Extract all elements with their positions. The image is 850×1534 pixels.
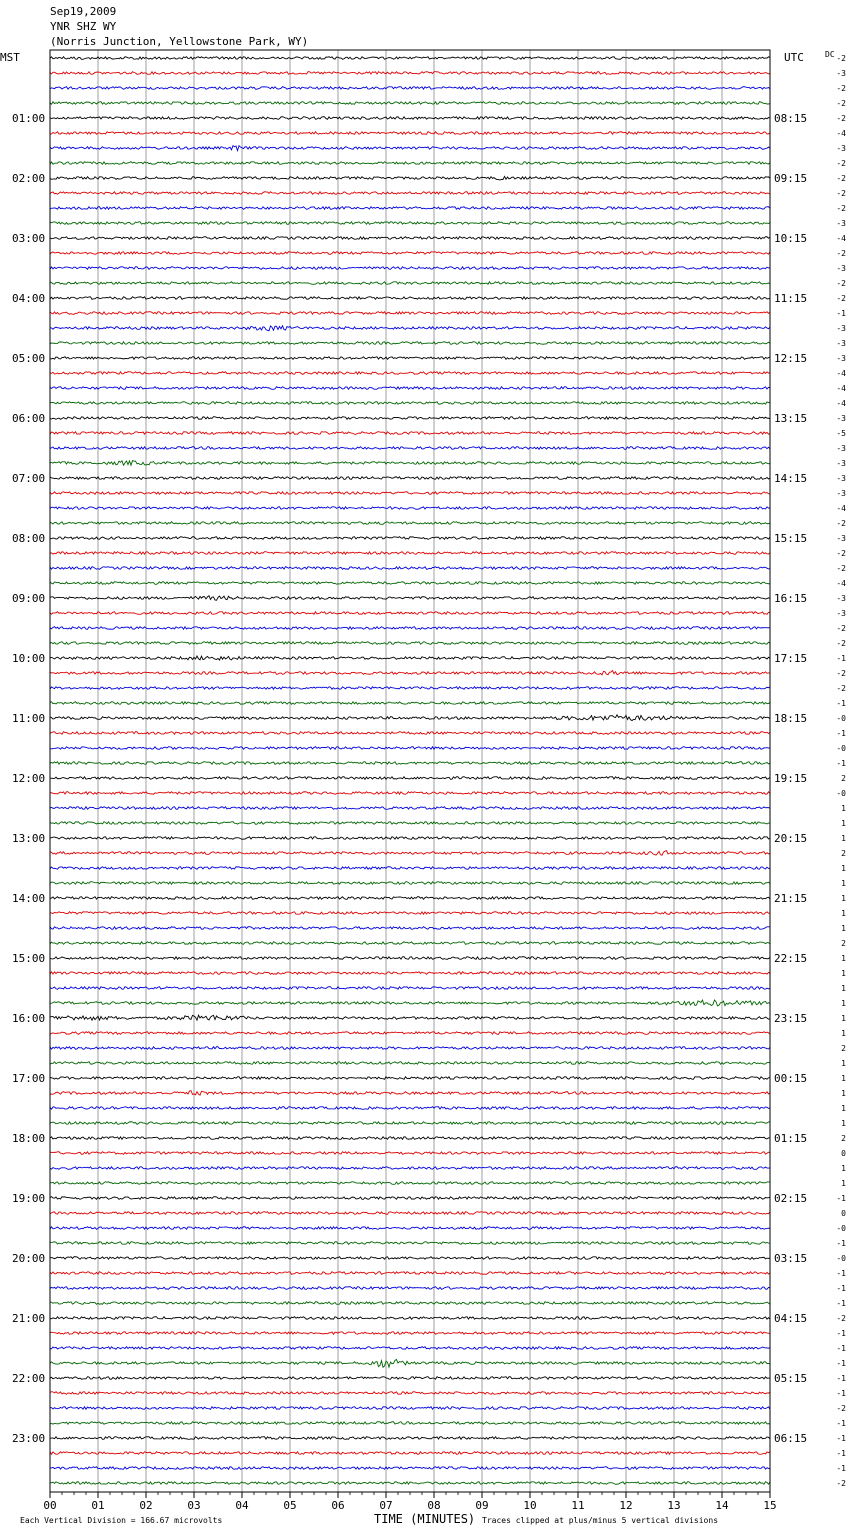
- utc-hour-label: 18:15: [774, 712, 808, 725]
- seismic-trace: [50, 792, 770, 795]
- dc-offset: 0: [841, 1149, 846, 1158]
- dc-offset: -3: [836, 144, 846, 153]
- dc-offset: -2: [836, 114, 846, 123]
- dc-offset: 1: [841, 1179, 846, 1188]
- x-tick-label: 05: [283, 1499, 297, 1512]
- seismic-trace: [50, 822, 770, 825]
- dc-offset: -5: [836, 429, 846, 438]
- station-location: (Norris Junction, Yellowstone Park, WY): [50, 35, 309, 48]
- seismic-trace: [50, 777, 770, 780]
- vertical-division-note: Each Vertical Division = 166.67 microvolts: [20, 1516, 223, 1525]
- utc-hour-label: 21:15: [774, 892, 808, 905]
- seismic-trace: [50, 1242, 770, 1245]
- mst-hour-label: 08:00: [12, 532, 46, 545]
- dc-offset: -3: [836, 339, 846, 348]
- mst-hour-label: 19:00: [12, 1192, 46, 1205]
- seismic-trace: [50, 972, 770, 975]
- dc-offset: -1: [836, 1344, 846, 1353]
- seismic-trace: [50, 1347, 770, 1350]
- dc-offset: 1: [841, 1104, 846, 1113]
- mst-hour-label: 03:00: [12, 232, 46, 245]
- x-tick-label: 13: [667, 1499, 681, 1512]
- dc-offset: 1: [841, 834, 846, 843]
- dc-offset: -3: [836, 609, 846, 618]
- seismic-trace: [50, 72, 770, 75]
- dc-offset: -1: [836, 729, 846, 738]
- seismic-trace: [50, 656, 770, 660]
- seismic-trace: [50, 927, 770, 930]
- dc-offset: -0: [836, 1224, 846, 1233]
- dc-offset: -3: [836, 474, 846, 483]
- utc-hour-label: 03:15: [774, 1252, 808, 1265]
- dc-offset: -0: [836, 744, 846, 753]
- utc-hour-label: 19:15: [774, 772, 808, 785]
- seismic-trace: [50, 1107, 770, 1110]
- dc-offset: -3: [836, 354, 846, 363]
- dc-offset: -2: [836, 84, 846, 93]
- utc-hour-label: 05:15: [774, 1372, 808, 1385]
- seismic-trace: [50, 912, 770, 915]
- seismic-trace: [50, 1360, 770, 1368]
- seismic-trace: [50, 732, 770, 735]
- dc-offset: 1: [841, 969, 846, 978]
- mst-hour-label: 23:00: [12, 1432, 46, 1445]
- utc-hour-label: 10:15: [774, 232, 808, 245]
- x-tick-label: 03: [187, 1499, 201, 1512]
- dc-offset: -2: [836, 1314, 846, 1323]
- seismic-trace: [50, 1015, 770, 1020]
- mst-hour-label: 07:00: [12, 472, 46, 485]
- dc-offset: -1: [836, 1299, 846, 1308]
- seismic-trace: [50, 1302, 770, 1305]
- seismic-trace: [50, 1407, 770, 1410]
- dc-offset: -2: [836, 1479, 846, 1488]
- mst-hour-label: 04:00: [12, 292, 46, 305]
- utc-hour-label: 00:15: [774, 1072, 808, 1085]
- mst-hour-label: 11:00: [12, 712, 46, 725]
- seismic-trace: [50, 207, 770, 210]
- seismic-trace: [50, 117, 770, 120]
- utc-hour-label: 08:15: [774, 112, 808, 125]
- seismic-trace: [50, 1062, 770, 1065]
- dc-offset: -1: [836, 759, 846, 768]
- seismic-trace: [50, 312, 770, 315]
- x-tick-label: 07: [379, 1499, 393, 1512]
- seismic-trace: [50, 417, 770, 420]
- seismic-trace: [50, 372, 770, 375]
- seismic-trace: [50, 1377, 770, 1380]
- seismic-trace: [50, 942, 770, 945]
- mst-hour-label: 13:00: [12, 832, 46, 845]
- x-tick-label: 12: [619, 1499, 633, 1512]
- dc-offset: -1: [836, 1284, 846, 1293]
- mst-hour-label: 01:00: [12, 112, 46, 125]
- seismic-trace: [50, 461, 770, 466]
- mst-hour-label: 06:00: [12, 412, 46, 425]
- dc-offset: -3: [836, 534, 846, 543]
- utc-hour-label: 22:15: [774, 952, 808, 965]
- dc-offset: -4: [836, 579, 846, 588]
- seismic-trace: [50, 837, 770, 840]
- x-tick-label: 15: [763, 1499, 777, 1512]
- seismic-trace: [50, 612, 770, 615]
- dc-offset: -3: [836, 264, 846, 273]
- dc-offset: -1: [836, 1374, 846, 1383]
- seismic-trace: [50, 1137, 770, 1140]
- mst-hour-label: 14:00: [12, 892, 46, 905]
- plot-border: [50, 50, 770, 1492]
- dc-offset: -2: [836, 279, 846, 288]
- seismic-trace: [50, 1467, 770, 1470]
- dc-offset: 2: [841, 774, 846, 783]
- dc-offset: 1: [841, 1164, 846, 1173]
- seismic-trace: [50, 1392, 770, 1395]
- seismic-trace: [50, 1227, 770, 1230]
- dc-offset: -1: [836, 1464, 846, 1473]
- seismic-trace: [50, 1452, 770, 1455]
- dc-offset: -4: [836, 399, 846, 408]
- seismic-trace: [50, 237, 770, 240]
- x-tick-label: 06: [331, 1499, 345, 1512]
- seismic-trace: [50, 702, 770, 705]
- utc-hour-label: 02:15: [774, 1192, 808, 1205]
- dc-offset: -3: [836, 69, 846, 78]
- dc-offset: 1: [841, 924, 846, 933]
- dc-offset: -2: [836, 189, 846, 198]
- dc-offset: 1: [841, 984, 846, 993]
- dc-offset: -1: [836, 1329, 846, 1338]
- utc-hour-label: 23:15: [774, 1012, 808, 1025]
- seismic-trace: [50, 342, 770, 345]
- mst-hour-label: 15:00: [12, 952, 46, 965]
- seismic-trace: [50, 1122, 770, 1125]
- dc-offset: 1: [841, 1074, 846, 1083]
- seismic-trace: [50, 252, 770, 255]
- seismic-trace: [50, 627, 770, 630]
- dc-offset: -1: [836, 1359, 846, 1368]
- mst-hour-label: 17:00: [12, 1072, 46, 1085]
- seismic-trace: [50, 1332, 770, 1335]
- dc-offset: -3: [836, 459, 846, 468]
- dc-offset: -1: [836, 699, 846, 708]
- dc-offset-labels: [836, 54, 846, 1488]
- utc-hour-label: 11:15: [774, 292, 808, 305]
- seismic-trace: [50, 642, 770, 645]
- seismic-trace: [50, 1317, 770, 1320]
- dc-offset: 1: [841, 1119, 846, 1128]
- seismic-trace: [50, 1272, 770, 1275]
- seismic-trace: [50, 387, 770, 390]
- seismic-trace: [50, 1032, 770, 1035]
- dc-offset: -3: [836, 414, 846, 423]
- x-tick-label: 08: [427, 1499, 441, 1512]
- dc-offset: 2: [841, 1134, 846, 1143]
- seismic-trace: [50, 687, 770, 690]
- dc-offset: 1: [841, 1029, 846, 1038]
- utc-hour-label: 04:15: [774, 1312, 808, 1325]
- x-tick-label: 11: [571, 1499, 585, 1512]
- dc-offset: -2: [836, 99, 846, 108]
- x-tick-label: 04: [235, 1499, 249, 1512]
- x-tick-label: 10: [523, 1499, 537, 1512]
- mst-hour-label: 21:00: [12, 1312, 46, 1325]
- dc-offset: 2: [841, 849, 846, 858]
- seismic-trace: [50, 1047, 770, 1050]
- seismic-trace: [50, 1287, 770, 1290]
- mst-hour-label: 12:00: [12, 772, 46, 785]
- seismic-trace: [50, 492, 770, 495]
- utc-hour-label: 12:15: [774, 352, 808, 365]
- seismic-trace: [50, 1257, 770, 1260]
- dc-offset: -2: [836, 1404, 846, 1413]
- seismic-trace: [50, 1000, 770, 1006]
- seismic-trace: [50, 432, 770, 435]
- dc-offset: -1: [836, 309, 846, 318]
- dc-offset: -2: [836, 669, 846, 678]
- dc-offset: -2: [836, 174, 846, 183]
- dc-label: DC: [825, 50, 835, 59]
- dc-offset: -1: [836, 1269, 846, 1278]
- seismic-trace: [50, 402, 770, 405]
- seismic-trace: [50, 1152, 770, 1155]
- dc-offset: 2: [841, 1044, 846, 1053]
- chart-date: Sep19,2009: [50, 5, 117, 18]
- seismic-trace: [50, 192, 770, 195]
- dc-offset: -3: [836, 594, 846, 603]
- x-axis-ticks: [43, 1492, 776, 1512]
- utc-axis-title: UTC: [784, 51, 804, 64]
- seismic-trace: [50, 282, 770, 285]
- dc-offset: -2: [836, 564, 846, 573]
- seismic-trace: [50, 1091, 770, 1096]
- dc-offset: -4: [836, 234, 846, 243]
- utc-hour-label: 09:15: [774, 172, 808, 185]
- seismic-trace: [50, 1182, 770, 1185]
- dc-offset: -2: [836, 624, 846, 633]
- seismic-trace: [50, 567, 770, 570]
- dc-offset: -2: [836, 549, 846, 558]
- utc-hour-label: 14:15: [774, 472, 808, 485]
- utc-hour-label: 01:15: [774, 1132, 808, 1145]
- seismic-traces: [50, 57, 770, 1485]
- utc-hour-label: 13:15: [774, 412, 808, 425]
- mst-axis-title: MST: [0, 51, 20, 64]
- seismic-trace: [50, 146, 770, 151]
- dc-offset: 2: [841, 939, 846, 948]
- seismic-trace: [50, 477, 770, 480]
- seismic-trace: [50, 747, 770, 750]
- axis-labels: [0, 50, 835, 1526]
- mst-hour-label: 09:00: [12, 592, 46, 605]
- seismic-trace: [50, 851, 770, 856]
- dc-offset: -3: [836, 219, 846, 228]
- mst-hour-label: 10:00: [12, 652, 46, 665]
- dc-offset: 1: [841, 954, 846, 963]
- seismic-trace: [50, 1212, 770, 1215]
- mst-hour-label: 16:00: [12, 1012, 46, 1025]
- utc-hour-label: 17:15: [774, 652, 808, 665]
- x-tick-label: 01: [91, 1499, 105, 1512]
- dc-offset: -0: [836, 714, 846, 723]
- seismic-trace: [50, 176, 770, 180]
- x-tick-label: 00: [43, 1499, 57, 1512]
- utc-hour-label: 16:15: [774, 592, 808, 605]
- seismic-trace: [50, 1437, 770, 1440]
- dc-offset: 0: [841, 1209, 846, 1218]
- seismic-trace: [50, 1482, 770, 1485]
- dc-offset: -1: [836, 1434, 846, 1443]
- seismic-trace: [50, 867, 770, 870]
- dc-offset: -4: [836, 504, 846, 513]
- seismic-trace: [50, 537, 770, 540]
- utc-hour-label: 20:15: [774, 832, 808, 845]
- seismic-trace: [50, 222, 770, 225]
- dc-offset: -4: [836, 369, 846, 378]
- mst-hour-label: 05:00: [12, 352, 46, 365]
- utc-hour-label: 15:15: [774, 532, 808, 545]
- dc-offset: 1: [841, 879, 846, 888]
- dc-offset: -0: [836, 789, 846, 798]
- dc-offset: -2: [836, 54, 846, 63]
- seismic-trace: [50, 671, 770, 675]
- seismic-trace: [50, 87, 770, 90]
- seismic-trace: [50, 326, 770, 331]
- seismic-trace: [50, 267, 770, 270]
- mst-hour-label: 02:00: [12, 172, 46, 185]
- dc-offset: -1: [836, 1419, 846, 1428]
- dc-offset: -3: [836, 444, 846, 453]
- dc-offset: -1: [836, 1239, 846, 1248]
- seismic-trace: [50, 507, 770, 510]
- dc-offset: -2: [836, 159, 846, 168]
- station-code: YNR SHZ WY: [50, 20, 117, 33]
- plot-frame: [50, 50, 770, 1492]
- dc-offset: 1: [841, 804, 846, 813]
- dc-offset: -2: [836, 204, 846, 213]
- mst-hour-label: 18:00: [12, 1132, 46, 1145]
- dc-offset: -3: [836, 489, 846, 498]
- x-axis-label: TIME (MINUTES): [374, 1512, 476, 1526]
- dc-offset: -0: [836, 1254, 846, 1263]
- seismic-trace: [50, 552, 770, 555]
- seismic-trace: [50, 132, 770, 135]
- seismic-trace: [50, 715, 770, 721]
- dc-offset: -4: [836, 129, 846, 138]
- dc-offset: 1: [841, 1089, 846, 1098]
- dc-offset: -3: [836, 324, 846, 333]
- dc-offset: 1: [841, 819, 846, 828]
- seismic-trace: [50, 357, 770, 360]
- dc-offset: -1: [836, 1449, 846, 1458]
- dc-offset: 1: [841, 864, 846, 873]
- seismic-trace: [50, 957, 770, 960]
- seismic-trace: [50, 582, 770, 585]
- dc-offset: -4: [836, 384, 846, 393]
- seismic-trace: [50, 882, 770, 885]
- dc-offset: -1: [836, 1389, 846, 1398]
- dc-offset: 1: [841, 894, 846, 903]
- seismic-trace: [50, 297, 770, 300]
- seismic-trace: [50, 1422, 770, 1425]
- mst-hour-label: 20:00: [12, 1252, 46, 1265]
- minute-grid: [98, 50, 722, 1492]
- seismic-trace: [50, 57, 770, 60]
- clipping-note: Traces clipped at plus/minus 5 vertical divisions: [482, 1516, 719, 1525]
- seismic-trace: [50, 162, 770, 165]
- dc-offset: 1: [841, 909, 846, 918]
- seismic-trace: [50, 987, 770, 990]
- x-tick-label: 09: [475, 1499, 489, 1512]
- dc-offset: -1: [836, 1194, 846, 1203]
- x-tick-label: 02: [139, 1499, 153, 1512]
- mst-hour-label: 22:00: [12, 1372, 46, 1385]
- x-tick-label: 14: [715, 1499, 729, 1512]
- seismic-trace: [50, 522, 770, 525]
- seismic-trace: [50, 102, 770, 105]
- seismic-trace: [50, 1077, 770, 1080]
- seismic-trace: [50, 447, 770, 450]
- seismic-trace: [50, 1197, 770, 1200]
- seismic-trace: [50, 762, 770, 765]
- dc-offset: 1: [841, 999, 846, 1008]
- dc-offset: -2: [836, 294, 846, 303]
- dc-offset: -2: [836, 684, 846, 693]
- dc-offset: -2: [836, 639, 846, 648]
- seismic-trace: [50, 897, 770, 900]
- dc-offset: -2: [836, 519, 846, 528]
- dc-offset: -2: [836, 249, 846, 258]
- utc-hour-label: 06:15: [774, 1432, 808, 1445]
- dc-offset: -1: [836, 654, 846, 663]
- seismic-trace: [50, 596, 770, 601]
- dc-offset: 1: [841, 1059, 846, 1068]
- seismic-trace: [50, 1167, 770, 1170]
- seismic-trace: [50, 807, 770, 810]
- dc-offset: 1: [841, 1014, 846, 1023]
